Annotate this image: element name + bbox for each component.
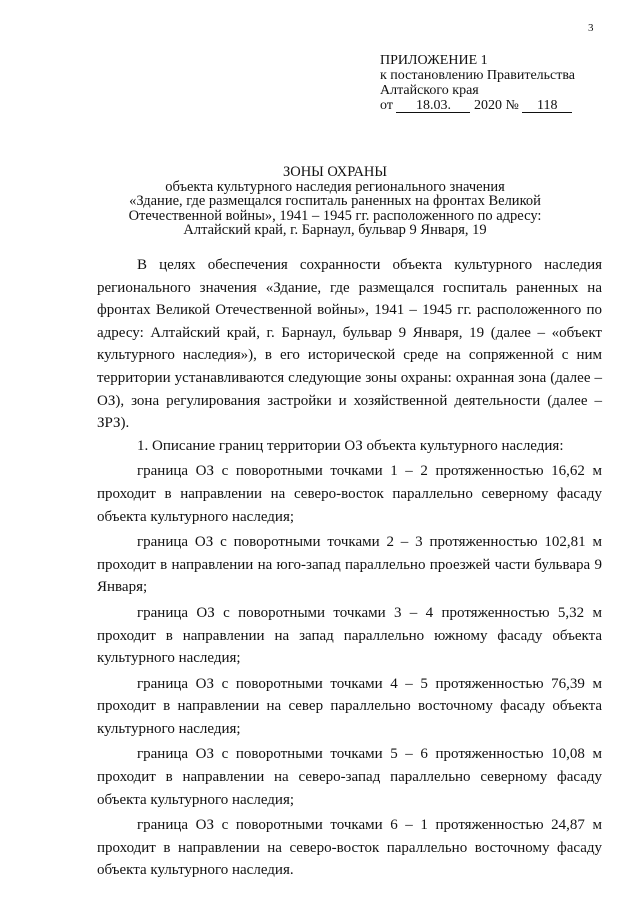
boundary-clause-4-5: граница ОЗ с поворотными точками 4 – 5 протяженностью 76,39 м проходит в направлении на север параллельно восточному фасаду объекта культурного наследия; [97,675,602,737]
boundary-clause-1-2: граница ОЗ с поворотными точками 1 – 2 протяженностью 16,62 м проходит в направлении на северо-восток параллельно северному фасаду объекта культурного наследия; [97,463,602,525]
document-body [97,254,602,882]
appendix-decree-line: к постановлению Правительства [380,68,576,83]
appendix-from-label: от [380,98,393,113]
title-line-1: ЗОНЫ ОХРАНЫ [282,164,388,180]
appendix-year-number-label: 2020 № [473,98,519,113]
appendix-region-line: Алтайского края [380,83,479,98]
intro-paragraph: В целях обеспечения сохранности объекта культурного наследия регионального значения «Здание, где размещался госпиталь раненных на фронтах Великой Отечественной войны», 1941 – 1945 гг. расположенного по адресу: Алтайский край, г. Барнаул, бульвар 9 Января, 19 (далее – «объект культурного наследия»), в его исторической среде на сопряженной с ним территории устанавливаются следующие зоны охраны: охранная зона (далее – ОЗ), зона регулирования застройки и хозяйственной деятельности (далее – ЗРЗ). [97,257,602,432]
title-line-3: «Здание, где размещался госпиталь раненных на фронтах Великой [129,193,541,209]
document-title [98,165,572,238]
boundary-clause-6-1: граница ОЗ с поворотными точками 6 – 1 протяженностью 24,87 м проходит в направлении на северо-восток параллельно восточному фасаду объекта культурного наследия. [97,817,602,879]
page-number: 3 [588,22,594,34]
section-1-heading: 1. Описание границ территории ОЗ объекта культурного наследия: [137,437,564,454]
boundary-clause-2-3: граница ОЗ с поворотными точками 2 – 3 протяженностью 102,81 м проходит в направлении на юго-запад параллельно проезжей части бульвара 9 Января; [97,534,602,596]
title-line-2: объекта культурного наследия регионального значения [165,178,505,195]
title-line-4: Отечественной войны», 1941 – 1945 гг. расположенного по адресу: [128,207,542,224]
appendix-date: 18.03. [396,99,470,113]
title-line-5: Алтайский край, г. Барнаул, бульвар 9 Января, 19 [183,222,487,238]
boundary-clause-3-4: граница ОЗ с поворотными точками 3 – 4 протяженностью 5,32 м проходит в направлении на запад параллельно южному фасаду объекта культурного наследия; [97,604,602,667]
appendix-header [380,53,630,113]
appendix-title: ПРИЛОЖЕНИЕ 1 [380,53,488,68]
appendix-number: 118 [522,99,572,113]
boundary-clause-5-6: граница ОЗ с поворотными точками 5 – 6 протяженностью 10,08 м проходит в направлении на северо-запад параллельно северному фасаду объекта культурного наследия; [97,746,602,808]
appendix-date-line [380,98,630,113]
